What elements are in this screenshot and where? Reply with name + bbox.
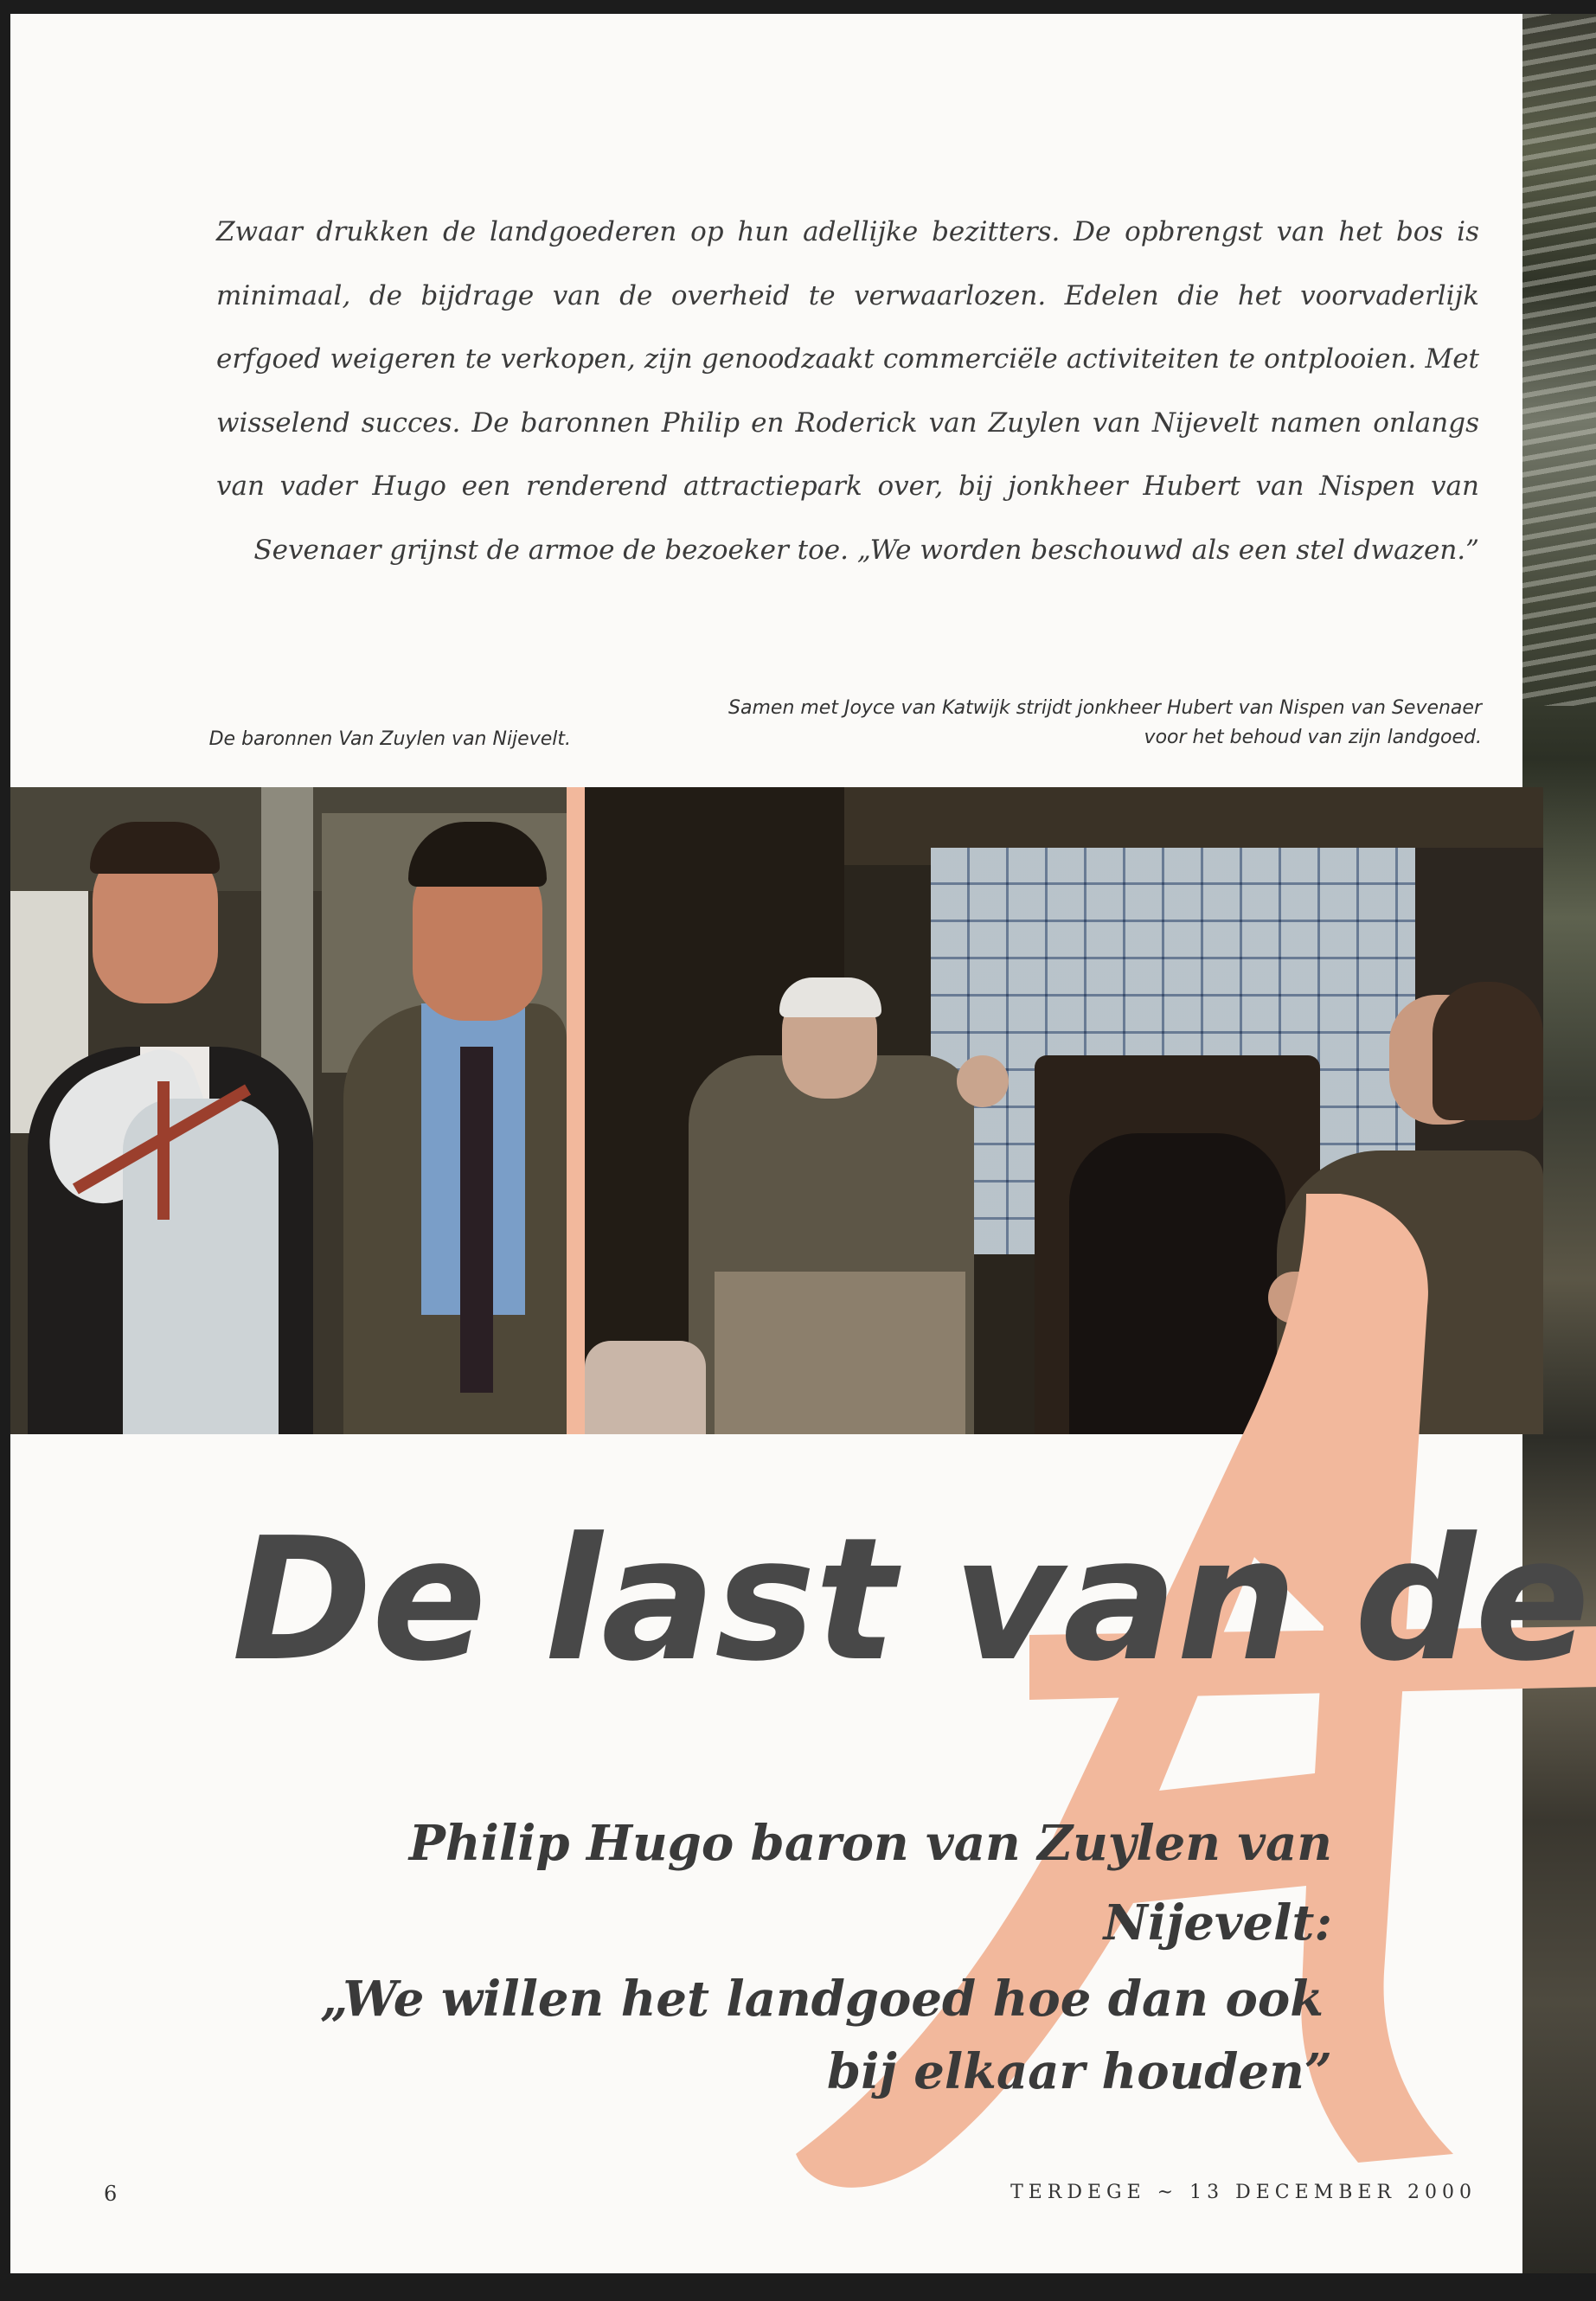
page-number: 6 bbox=[104, 2182, 118, 2206]
intro-paragraph: Zwaar drukken de landgoederen op hun adellijke bezitters. De opbrengst van het bos is minimaal, de bijdrage van de overheid te verwaarlozen. Edelen die het voorvaderlijk erfgoed weigeren te verkopen, zijn genoodzaakt commerciële activiteiten te ontplooien. Met wisselend succes. De baronnen Philip en Roderick van Zuylen van Nijevelt namen onlangs van vader Hugo een renderend attractiepark over, bij jonkheer Hubert van Nispen van Sevenaer grijnst de armoe de bezoeker toe. „We worden beschouwd als een stel dwazen.” bbox=[216, 216, 1479, 566]
caption-right bbox=[606, 694, 1482, 753]
subheadline bbox=[216, 1804, 1332, 2108]
photo-divider bbox=[567, 787, 585, 1434]
headline: De last van de bbox=[232, 1502, 1589, 1699]
subheadline-line3: bij elkaar houden” bbox=[827, 2043, 1332, 2100]
scan-border-left bbox=[0, 0, 10, 2301]
scan-border-bottom bbox=[0, 2273, 1596, 2301]
caption-right-line2: voor het behoud van zijn landgoed. bbox=[1144, 727, 1482, 748]
subheadline-line1: Philip Hugo baron van Zuylen van Nijevelt: bbox=[408, 1815, 1332, 1952]
publication-footer: TERDEGE ~ 13 DECEMBER 2000 bbox=[1010, 2182, 1477, 2203]
photo-barons bbox=[10, 787, 567, 1434]
caption-right-line1: Samen met Joyce van Katwijk strijdt jonkheer Hubert van Nispen van Sevenaer bbox=[728, 697, 1482, 719]
subheadline-line2: „We willen het landgoed hoe dan ook bbox=[320, 1971, 1324, 2028]
scan-border-top bbox=[0, 0, 1596, 14]
caption-left: De baronnen Van Zuylen van Nijevelt. bbox=[208, 728, 571, 750]
